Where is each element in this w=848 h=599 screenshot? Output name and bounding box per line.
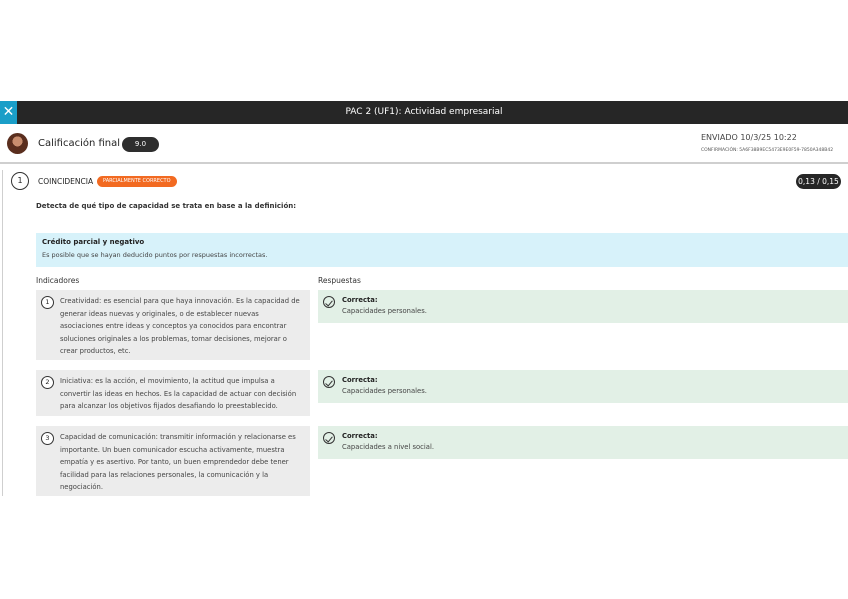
page-title: PAC 2 (UF1): Actividad empresarial [345,107,503,117]
question-number: 1 [11,172,29,190]
sent-timestamp: ENVIADO 10/3/25 10:22 [701,133,797,142]
info-text: Es posible que se hayan deducido puntos por respuestas incorrectas. [42,251,268,259]
indicator-item-2 [36,370,310,416]
check-circle-icon [323,432,335,444]
answers-header: Respuestas [318,276,361,285]
indicator-item-3 [36,426,310,496]
question-prompt: Detecta de qué tipo de capacidad se trata en base a la definición: [36,202,297,210]
answer-item-3 [318,426,848,459]
question-header [0,172,848,192]
indicator-text: Creatividad: es esencial para que haya innovación. Es la capacidad de generar ideas nuevas y originales, o de establecer nuevas asociaciones entre ideas y conceptos ya conocidos para encontrar soluciones originales a los problemas, tomar decisiones, mejorar o crear productos, etc. [60,297,300,355]
indicators-header: Indicadores [36,276,80,285]
avatar [7,133,28,154]
final-grade-label: Calificación final [38,138,121,149]
question-type: COINCIDENCIA [38,177,94,186]
indicator-number: 1 [41,296,54,309]
grade-summary [0,124,848,164]
question-score: 0,13 / 0,15 [796,174,841,189]
indicator-text: Capacidad de comunicación: transmitir información y relacionarse es importante. Un buen comunicador escucha activamente, muestra empatía y es asertivo. Por tanto, un buen emprendedor debe tener facilidad para las relaciones personales, la comunicación y la negociación. [60,433,296,491]
final-grade-badge: 9.0 [122,137,159,152]
answer-item-2 [318,370,848,403]
check-circle-icon [323,376,335,388]
info-box [36,233,848,267]
answer-item-1 [318,290,848,323]
indicator-number: 3 [41,432,54,445]
indicator-text: Iniciativa: es la acción, el movimiento, la actitud que impulsa a convertir las ideas en hechos. Es la capacidad de actuar con decisión para alcanzar los objetivos fijados desafiando lo preestablecido. [60,377,297,410]
question-divider [2,170,3,496]
status-badge: PARCIALMENTE CORRECTO [97,176,177,187]
answer-text: Capacidades a nivel social. [342,443,435,451]
indicator-number: 2 [41,376,54,389]
indicator-item-1 [36,290,310,360]
confirmation-code: CONFIRMACIÓN: 5A6F38B9EC5473E9E0F59-7850A348B42 [701,148,834,153]
answer-label: Correcta: [342,432,378,440]
answer-text: Capacidades personales. [342,307,427,315]
answer-text: Capacidades personales. [342,387,427,395]
info-title: Crédito parcial y negativo [42,238,145,246]
check-circle-icon [323,296,335,308]
top-bar [0,101,848,124]
answer-label: Correcta: [342,376,378,384]
close-icon: ✕ [2,104,15,120]
answer-label: Correcta: [342,296,378,304]
